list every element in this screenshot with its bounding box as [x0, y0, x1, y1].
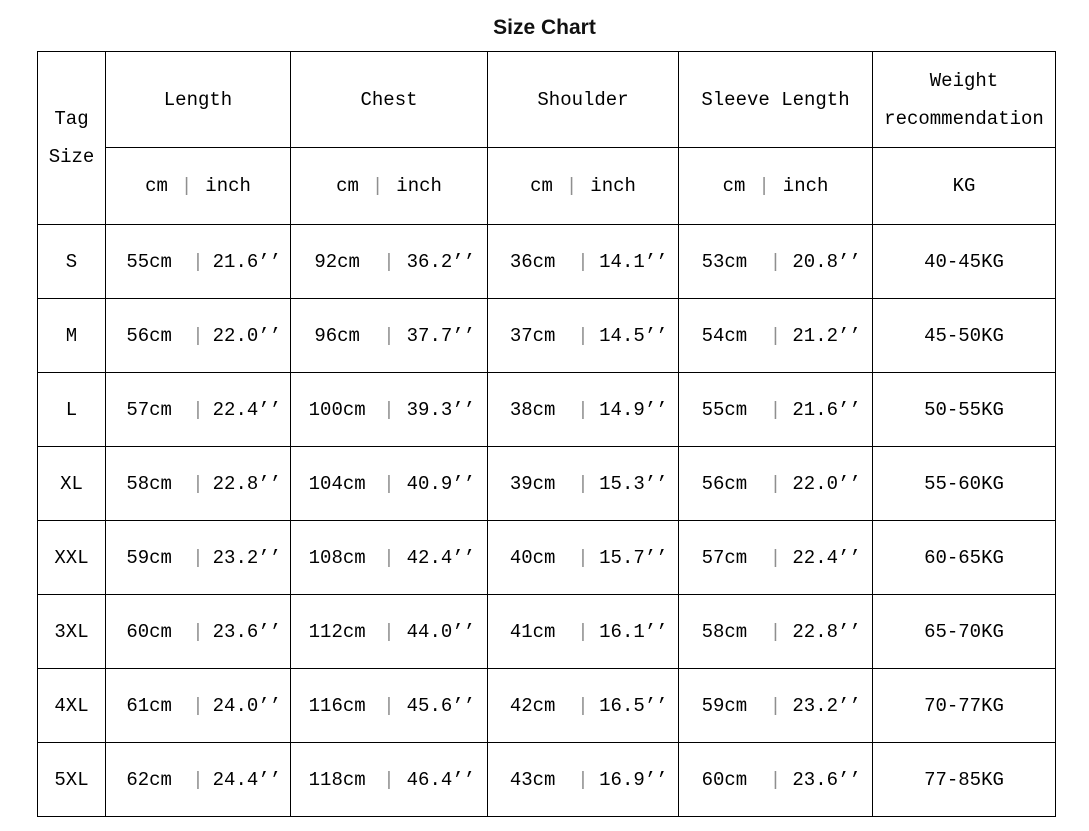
value-inch: 23.2’’	[792, 694, 861, 717]
pipe-separator: |	[769, 768, 782, 791]
pipe-separator: |	[383, 398, 395, 421]
value-cm: 40cm	[509, 546, 556, 569]
value-cm: 112cm	[308, 620, 366, 643]
measurement-pair	[488, 473, 678, 495]
value-inch: 22.4’’	[792, 546, 861, 569]
table-row	[38, 373, 1056, 447]
unit-inch-label: inch	[396, 175, 442, 197]
value-inch: 21.2’’	[792, 324, 861, 347]
pipe-separator: |	[769, 398, 782, 421]
cell-tag-size	[38, 299, 106, 373]
weight-range-label: 55-60KG	[924, 472, 1004, 495]
cell-weight	[873, 447, 1056, 521]
cell-length	[106, 669, 291, 743]
pipe-separator: |	[180, 175, 193, 197]
value-inch: 44.0’’	[406, 620, 476, 643]
table-row	[38, 595, 1056, 669]
value-inch: 21.6’’	[212, 250, 282, 273]
measurement-pair	[488, 621, 678, 643]
pipe-separator: |	[371, 175, 384, 197]
table-row	[38, 299, 1056, 373]
value-inch: 20.8’’	[792, 250, 861, 273]
size-label: XL	[60, 472, 83, 495]
corner-header-line1: Tag	[54, 108, 89, 130]
pipe-separator: |	[577, 250, 589, 273]
cell-shoulder	[488, 521, 679, 595]
cell-sleeve-length	[679, 595, 873, 669]
value-cm: 36cm	[509, 250, 556, 273]
value-inch: 14.9’’	[599, 398, 668, 421]
pipe-separator: |	[192, 694, 204, 717]
size-label: L	[65, 398, 78, 421]
value-cm: 59cm	[701, 694, 748, 717]
weight-range-label: 40-45KG	[924, 250, 1004, 273]
pipe-separator: |	[769, 250, 782, 273]
pipe-separator: |	[383, 768, 395, 791]
weight-range-label: 60-65KG	[924, 546, 1004, 569]
pipe-separator: |	[577, 546, 589, 569]
measurement-pair	[488, 695, 678, 717]
cell-length	[106, 225, 291, 299]
value-inch: 22.0’’	[212, 324, 282, 347]
weight-range-label: 70-77KG	[924, 694, 1004, 717]
size-label: XXL	[54, 546, 89, 569]
measurement-pair	[679, 547, 872, 569]
value-cm: 100cm	[308, 398, 366, 421]
value-cm: 39cm	[509, 472, 556, 495]
value-cm: 116cm	[308, 694, 366, 717]
value-cm: 55cm	[701, 398, 748, 421]
measurement-pair	[291, 621, 487, 643]
value-inch: 16.1’’	[599, 620, 668, 643]
value-cm: 62cm	[126, 768, 172, 791]
pipe-separator: |	[383, 546, 395, 569]
measurement-pair	[679, 325, 872, 347]
pipe-separator: |	[577, 694, 589, 717]
measurement-pair	[106, 695, 290, 717]
weight-header-line1: Weight	[929, 69, 999, 92]
value-cm: 60cm	[701, 768, 748, 791]
pipe-separator: |	[383, 694, 395, 717]
value-cm: 59cm	[126, 546, 172, 569]
pipe-separator: |	[383, 250, 395, 273]
cell-weight	[873, 669, 1056, 743]
table-row	[38, 521, 1056, 595]
measurement-pair	[106, 473, 290, 495]
weight-range-label: 77-85KG	[924, 768, 1004, 791]
pipe-separator: |	[192, 398, 204, 421]
cell-tag-size	[38, 669, 106, 743]
value-cm: 104cm	[308, 472, 366, 495]
cell-tag-size	[38, 743, 106, 817]
measurement-pair	[106, 547, 290, 569]
cell-length	[106, 595, 291, 669]
measurement-pair	[679, 473, 872, 495]
col-header-weight-recommendation	[873, 52, 1056, 148]
value-cm: 53cm	[701, 250, 748, 273]
measurement-pair	[488, 547, 678, 569]
cell-length	[106, 447, 291, 521]
size-label: S	[65, 250, 78, 273]
value-cm: 54cm	[701, 324, 748, 347]
cell-chest	[291, 225, 488, 299]
size-label: 5XL	[54, 768, 89, 791]
subheader-chest-units	[291, 148, 488, 225]
pipe-separator: |	[577, 324, 589, 347]
size-label: 4XL	[54, 694, 89, 717]
cell-weight	[873, 299, 1056, 373]
pipe-separator: |	[769, 472, 782, 495]
cell-chest	[291, 595, 488, 669]
table-row	[38, 447, 1056, 521]
col-header-length: Length	[106, 52, 291, 148]
cell-weight	[873, 373, 1056, 447]
subheader-weight-unit: KG	[873, 148, 1056, 225]
cell-sleeve-length	[679, 373, 873, 447]
unit-inch-label: inch	[205, 175, 251, 197]
pipe-separator: |	[769, 324, 782, 347]
unit-cm-label: cm	[530, 175, 553, 197]
weight-range-label: 50-55KG	[924, 398, 1004, 421]
cell-tag-size	[38, 521, 106, 595]
value-cm: 60cm	[126, 620, 172, 643]
table-row	[38, 743, 1056, 817]
measurement-pair	[291, 695, 487, 717]
value-inch: 15.3’’	[599, 472, 668, 495]
value-inch: 21.6’’	[792, 398, 861, 421]
pipe-separator: |	[192, 472, 204, 495]
cell-tag-size	[38, 447, 106, 521]
value-cm: 118cm	[308, 768, 366, 791]
cell-shoulder	[488, 595, 679, 669]
cell-sleeve-length	[679, 299, 873, 373]
pipe-separator: |	[192, 250, 204, 273]
header-row	[38, 52, 1056, 148]
value-inch: 40.9’’	[406, 472, 476, 495]
pipe-separator: |	[565, 175, 578, 197]
value-inch: 22.4’’	[212, 398, 282, 421]
cell-tag-size	[38, 373, 106, 447]
value-cm: 56cm	[126, 324, 172, 347]
cell-chest	[291, 669, 488, 743]
measurement-pair	[106, 325, 290, 347]
measurement-pair	[488, 251, 678, 273]
value-cm: 38cm	[509, 398, 556, 421]
pipe-separator: |	[383, 620, 395, 643]
measurement-pair	[291, 769, 487, 791]
cell-length	[106, 743, 291, 817]
cell-sleeve-length	[679, 743, 873, 817]
value-cm: 96cm	[314, 324, 360, 347]
measurement-pair	[679, 251, 872, 273]
value-cm: 92cm	[314, 250, 360, 273]
measurement-pair	[679, 695, 872, 717]
size-chart-table	[37, 51, 1056, 817]
size-label: 3XL	[54, 620, 89, 643]
measurement-pair	[291, 325, 487, 347]
value-inch: 37.7’’	[406, 324, 476, 347]
pipe-separator: |	[383, 472, 395, 495]
cell-shoulder	[488, 373, 679, 447]
cell-sleeve-length	[679, 447, 873, 521]
subheader-shoulder-units	[488, 148, 679, 225]
pipe-separator: |	[577, 620, 589, 643]
pipe-separator: |	[383, 324, 395, 347]
page-title: Size Chart	[493, 16, 596, 39]
cell-shoulder	[488, 743, 679, 817]
measurement-pair	[679, 621, 872, 643]
value-cm: 42cm	[509, 694, 556, 717]
measurement-pair	[291, 399, 487, 421]
value-inch: 14.5’’	[599, 324, 668, 347]
cell-weight	[873, 521, 1056, 595]
value-inch: 45.6’’	[406, 694, 476, 717]
value-inch: 22.8’’	[792, 620, 861, 643]
subheader-length-units	[106, 148, 291, 225]
cell-chest	[291, 521, 488, 595]
value-cm: 61cm	[126, 694, 172, 717]
weight-range-label: 65-70KG	[924, 620, 1004, 643]
corner-header-line2: Size	[48, 146, 95, 168]
value-cm: 58cm	[701, 620, 748, 643]
value-cm: 55cm	[126, 250, 172, 273]
value-inch: 16.9’’	[599, 768, 668, 791]
value-inch: 16.5’’	[599, 694, 668, 717]
measurement-pair	[679, 769, 872, 791]
pipe-separator: |	[192, 768, 204, 791]
value-cm: 57cm	[701, 546, 748, 569]
value-inch: 22.0’’	[792, 472, 861, 495]
col-header-chest: Chest	[291, 52, 488, 148]
value-inch: 15.7’’	[599, 546, 668, 569]
cell-chest	[291, 373, 488, 447]
measurement-pair	[106, 251, 290, 273]
measurement-pair	[106, 399, 290, 421]
value-cm: 108cm	[308, 546, 366, 569]
col-header-shoulder: Shoulder	[488, 52, 679, 148]
col-header-sleeve-length: Sleeve Length	[679, 52, 873, 148]
weight-header-line2: recommendation	[884, 107, 1044, 130]
measurement-pair	[106, 621, 290, 643]
measurement-pair	[679, 399, 872, 421]
pipe-separator: |	[577, 472, 589, 495]
pipe-separator: |	[577, 398, 589, 421]
size-label: M	[65, 324, 78, 347]
value-cm: 37cm	[509, 324, 556, 347]
measurement-pair	[291, 473, 487, 495]
cell-shoulder	[488, 299, 679, 373]
cell-length	[106, 521, 291, 595]
value-inch: 46.4’’	[406, 768, 476, 791]
value-cm: 58cm	[126, 472, 172, 495]
measurement-pair	[106, 769, 290, 791]
unit-inch-label: inch	[590, 175, 636, 197]
cell-shoulder	[488, 225, 679, 299]
value-cm: 41cm	[509, 620, 556, 643]
value-cm: 56cm	[701, 472, 748, 495]
cell-chest	[291, 299, 488, 373]
cell-weight	[873, 743, 1056, 817]
measurement-pair	[488, 325, 678, 347]
measurement-pair	[488, 769, 678, 791]
cell-weight	[873, 595, 1056, 669]
unit-inch-label: inch	[782, 175, 829, 197]
cell-sleeve-length	[679, 225, 873, 299]
cell-length	[106, 299, 291, 373]
value-cm: 43cm	[509, 768, 556, 791]
cell-length	[106, 373, 291, 447]
value-inch: 42.4’’	[406, 546, 476, 569]
cell-sleeve-length	[679, 669, 873, 743]
pipe-separator: |	[769, 546, 782, 569]
value-inch: 22.8’’	[212, 472, 282, 495]
pipe-separator: |	[192, 620, 204, 643]
value-inch: 39.3’’	[406, 398, 476, 421]
cell-tag-size	[38, 595, 106, 669]
pipe-separator: |	[192, 324, 204, 347]
measurement-pair	[291, 547, 487, 569]
value-inch: 23.2’’	[212, 546, 282, 569]
unit-cm-label: cm	[722, 175, 746, 197]
table-row	[38, 225, 1056, 299]
value-inch: 23.6’’	[212, 620, 282, 643]
cell-tag-size	[38, 225, 106, 299]
cell-weight	[873, 225, 1056, 299]
table-row	[38, 669, 1056, 743]
cell-shoulder	[488, 447, 679, 521]
pipe-separator: |	[758, 175, 770, 197]
value-inch: 24.4’’	[212, 768, 282, 791]
subheader-sleeve-units	[679, 148, 873, 225]
value-inch: 14.1’’	[599, 250, 668, 273]
cell-shoulder	[488, 669, 679, 743]
pipe-separator: |	[769, 694, 782, 717]
unit-cm-label: cm	[145, 175, 168, 197]
value-inch: 24.0’’	[212, 694, 282, 717]
value-cm: 57cm	[126, 398, 172, 421]
measurement-pair	[488, 399, 678, 421]
pipe-separator: |	[769, 620, 782, 643]
measurement-pair	[291, 251, 487, 273]
value-inch: 23.6’’	[792, 768, 861, 791]
weight-range-label: 45-50KG	[924, 324, 1004, 347]
unit-cm-label: cm	[336, 175, 359, 197]
subheader-row	[38, 148, 1056, 225]
value-inch: 36.2’’	[406, 250, 476, 273]
corner-header-tag-size	[38, 52, 106, 225]
pipe-separator: |	[577, 768, 589, 791]
pipe-separator: |	[192, 546, 204, 569]
cell-chest	[291, 447, 488, 521]
cell-chest	[291, 743, 488, 817]
cell-sleeve-length	[679, 521, 873, 595]
